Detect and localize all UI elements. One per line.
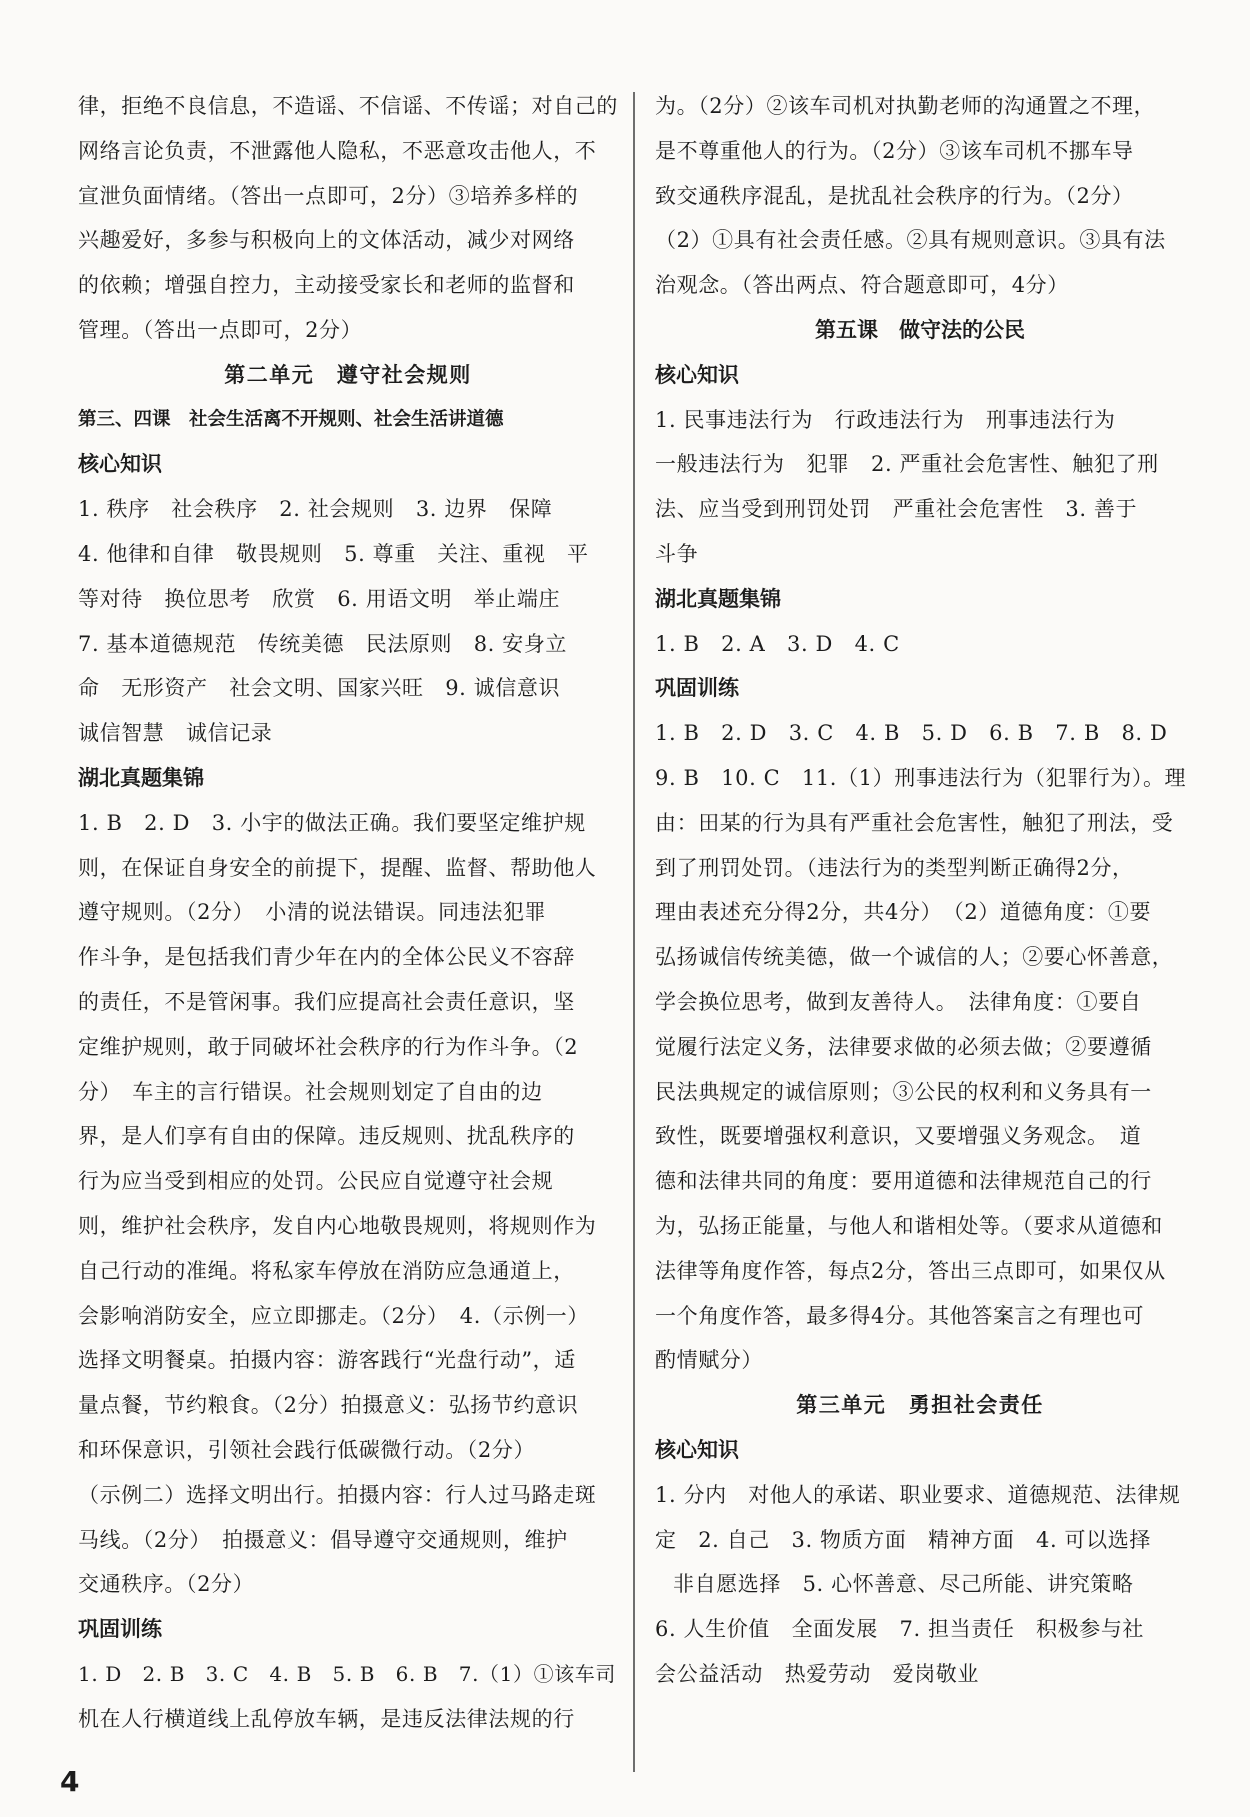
text-line: 治观念。（答出两点、符合题意即可，4分） [655, 273, 1069, 298]
text-line: 管理。（答出一点即可，2分） [78, 317, 363, 342]
text-line: 1. D 2. B 3. C 4. B 5. B 6. B 7.（1）①该车司 [78, 1661, 616, 1686]
column-divider [633, 92, 635, 1772]
text-line: 遵守规则。（2分） 小清的说法错误。同违法犯罪 [78, 900, 547, 925]
text-line: 1. B 2. D 3. 小宇的做法正确。我们要坚定维护规 [78, 810, 586, 835]
section-heading: 湖北真题集锦 [78, 765, 204, 790]
text-line: 命 无形资产 社会文明、国家兴旺 9. 诚信意识 [78, 676, 561, 701]
text-line: 1. 民事违法行为 行政违法行为 刑事违法行为 [655, 407, 1116, 432]
text-line: 非自愿选择 5. 心怀善意、尽己所能、讲究策略 [673, 1572, 1134, 1597]
text-line: 行为应当受到相应的处罚。公民应自觉遵守社会规 [78, 1169, 554, 1194]
text-line: 德和法律共同的角度：要用道德和法律规范自己的行 [655, 1169, 1152, 1194]
section-heading: 核心知识 [655, 362, 739, 387]
text-line: 9. B 10. C 11.（1）刑事违法行为（犯罪行为）。理 [655, 765, 1187, 790]
lesson-title: 第五课 做守法的公民 [815, 317, 1025, 342]
text-line: 弘扬诚信传统美德，做一个诚信的人；②要心怀善意， [655, 945, 1174, 970]
text-line: 则，在保证自身安全的前提下，提醒、监督、帮助他人 [78, 855, 597, 880]
page-number: 4 [60, 1765, 80, 1798]
text-line: 选择文明餐桌。拍摄内容：游客践行“光盘行动”，适 [78, 1348, 576, 1373]
text-line: 马线。（2分） 拍摄意义：倡导遵守交通规则，维护 [78, 1527, 568, 1552]
text-line: 法律等角度作答，每点2分，答出三点即可，如果仅从 [655, 1258, 1166, 1283]
text-line: 是不尊重他人的行为。（2分）③该车司机不挪车导 [655, 138, 1134, 163]
text-line: 7. 基本道德规范 传统美德 民法原则 8. 安身立 [78, 631, 568, 656]
text-line: 自己行动的准绳。将私家车停放在消防应急通道上， [78, 1258, 575, 1283]
text-line: 会影响消防安全，应立即挪走。（2分） 4.（示例一） [78, 1303, 589, 1328]
text-line: 定 2. 自己 3. 物质方面 精神方面 4. 可以选择 [655, 1527, 1151, 1552]
text-line: 一个角度作答，最多得4分。其他答案言之有理也可 [655, 1303, 1145, 1328]
text-line: 会公益活动 热爱劳动 爱岗敬业 [655, 1661, 979, 1686]
right-column [655, 84, 1185, 1697]
text-line: 学会换位思考，做到友善待人。 法律角度：①要自 [655, 989, 1142, 1014]
text-line: 的责任，不是管闲事。我们应提高社会责任意识，坚 [78, 989, 575, 1014]
text-line: 界，是人们享有自由的保障。违反规则、扰乱秩序的 [78, 1124, 575, 1149]
text-line: 的依赖；增强自控力，主动接受家长和老师的监督和 [78, 273, 575, 298]
text-line: 1. 秩序 社会秩序 2. 社会规则 3. 边界 保障 [78, 497, 553, 522]
text-line: 一般违法行为 犯罪 2. 严重社会危害性、触犯了刑 [655, 452, 1159, 477]
section-heading: 核心知识 [655, 1437, 739, 1462]
text-line: 等对待 换位思考 欣赏 6. 用语文明 举止端庄 [78, 586, 561, 611]
section-heading: 湖北真题集锦 [655, 586, 781, 611]
text-line: 4. 他律和自律 敬畏规则 5. 尊重 关注、重视 平 [78, 541, 589, 566]
text-line: 为。（2分）②该车司机对执勤老师的沟通置之不理， [655, 94, 1156, 118]
text-line: 和环保意识，引领社会践行低碳微行动。（2分） [78, 1437, 536, 1462]
text-line: 致交通秩序混乱，是扰乱社会秩序的行为。（2分） [655, 183, 1134, 208]
text-line: 网络言论负责，不泄露他人隐私，不恶意攻击他人，不 [78, 138, 597, 163]
text-line: 兴趣爱好，多参与积极向上的文体活动，减少对网络 [78, 228, 575, 253]
section-heading: 核心知识 [78, 452, 162, 477]
section-heading: 巩固训练 [78, 1617, 162, 1642]
text-line: 1. B 2. D 3. C 4. B 5. D 6. B 7. B 8. D [655, 721, 1168, 746]
text-line: 致性，既要增强权利意识，又要增强义务观念。 道 [655, 1124, 1142, 1149]
text-line: 则，维护社会秩序，发自内心地敬畏规则，将规则作为 [78, 1213, 597, 1238]
text-line: 定维护规则，敢于同破坏社会秩序的行为作斗争。（2 [78, 1034, 579, 1059]
text-line: 为，弘扬正能量，与他人和谐相处等。（要求从道德和 [655, 1213, 1163, 1238]
text-line: 诚信智慧 诚信记录 [78, 721, 273, 746]
text-line: （2）①具有社会责任感。②具有规则意识。③具有法 [655, 228, 1166, 253]
text-line: 作斗争，是包括我们青少年在内的全体公民义不容辞 [78, 945, 575, 970]
text-line: 机在人行横道线上乱停放车辆，是违反法律法规的行 [78, 1706, 575, 1731]
text-line: 到了刑罚处罚。（违法行为的类型判断正确得2分， [655, 855, 1134, 880]
text-line: 觉履行法定义务，法律要求做的必须去做；②要遵循 [655, 1034, 1152, 1059]
unit-title: 第二单元 遵守社会规则 [224, 362, 472, 387]
left-column [78, 84, 618, 1741]
text-line: 法、应当受到刑罚处罚 严重社会危害性 3. 善于 [655, 497, 1138, 522]
text-line: 民法典规定的诚信原则；③公民的权利和义务具有一 [655, 1079, 1152, 1104]
unit-title: 第三单元 勇担社会责任 [796, 1393, 1044, 1418]
text-line: 律，拒绝不良信息，不造谣、不信谣、不传谣；对自己的 [78, 94, 618, 118]
text-line: 宣泄负面情绪。（答出一点即可，2分）③培养多样的 [78, 183, 579, 208]
text-line: （示例二）选择文明出行。拍摄内容：行人过马路走斑 [78, 1482, 597, 1507]
text-line: 量点餐，节约粮食。（2分）拍摄意义：弘扬节约意识 [78, 1393, 579, 1418]
text-line: 由：田某的行为具有严重社会危害性，触犯了刑法，受 [655, 810, 1174, 835]
text-line: 交通秩序。（2分） [78, 1572, 255, 1597]
text-line: 酌情赋分） [655, 1348, 763, 1373]
text-line: 1. 分内 对他人的承诺、职业要求、道德规范、法律规 [655, 1482, 1181, 1507]
text-line: 理由表述充分得2分，共4分） （2）道德角度：①要 [655, 900, 1152, 925]
text-line: 斗争 [655, 541, 699, 566]
text-line: 1. B 2. A 3. D 4. C [655, 631, 900, 656]
text-line: 分） 车主的言行错误。社会规则划定了自由的边 [78, 1079, 543, 1104]
section-heading: 巩固训练 [655, 676, 739, 701]
text-line: 6. 人生价值 全面发展 7. 担当责任 积极参与社 [655, 1617, 1145, 1642]
lesson-title: 第三、四课 社会生活离不开规则、社会生活讲道德 [78, 408, 504, 430]
